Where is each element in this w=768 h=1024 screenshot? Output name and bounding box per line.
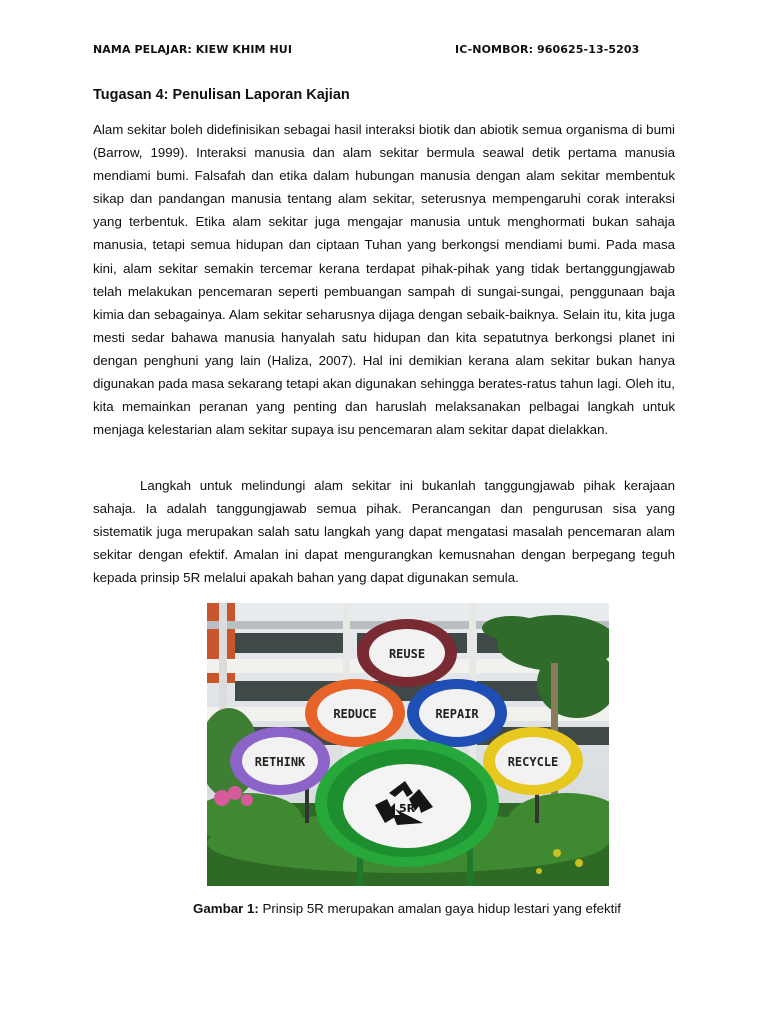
reuse-label: REUSE xyxy=(388,647,426,661)
figure-caption xyxy=(0,901,768,916)
student-name: NAMA PELAJAR: KIEW KHIM HUI xyxy=(93,43,293,56)
center-5r-label: 5R xyxy=(398,802,416,815)
sign-reuse xyxy=(357,619,457,687)
figure-5r-photo xyxy=(207,603,609,886)
rethink-label: RETHINK xyxy=(254,755,306,769)
photo-illustration xyxy=(207,603,609,886)
sign-recycle xyxy=(483,727,583,795)
sign-reduce xyxy=(305,679,405,747)
sign-repair xyxy=(407,679,507,747)
ic-number: IC-NOMBOR: 960625-13-5203 xyxy=(455,43,640,56)
reduce-label: REDUCE xyxy=(333,707,377,721)
document-title: Tugasan 4: Penulisan Laporan Kajian xyxy=(93,87,350,103)
recycle-label: RECYCLE xyxy=(507,755,559,769)
sign-rethink xyxy=(230,727,330,795)
caption-text: Prinsip 5R merupakan amalan gaya hidup lestari yang efektif xyxy=(258,901,621,916)
paragraph-1: Alam sekitar boleh didefinisikan sebagai hasil interaksi biotik dan abiotik semua organisma di bumi (Barrow, 1999). Interaksi manusia dan alam sekitar bermula seawal detik pertama manusia mendiami bumi. Falsafah dan etika dalam hubungan manusia dengan alam sekitar membentuk sikap dan pandangan manusia tentang alam sekitar, seterusnya mempengaruhi corak interaksi yang terbentuk. Etika alam sekitar juga mengajar manusia untuk menghormati bukan sahaja manusia, tetapi semua hidupan dan ciptaan Tuhan yang berkongsi mendiami bumi. Pada masa kini, alam sekitar semakin tercemar kerana terdapat pihak-pihak yang tidak bertanggungjawab telah melakukan pencemaran seperti pembuangan sampah di sungai-sungai, penggunaan baja kimia dan sebagainya. Alam sekitar seharusnya dijaga dengan sebaik-baiknya. Selain itu, kita juga mesti sedar bahawa manusia hanyalah satu hidupan dan kita sepatutnya berkongsi planet ini dengan penghuni yang lain (Haliza, 2007). Hal ini demikian kerana alam sekitar bukan hanya digunakan pada masa sekarang tetapi akan digunakan sehingga berates-ratus tahun lagi. Oleh itu, kita memainkan peranan yang penting dan haruslah melaksanakan pelbagai langkah untuk menjaga kelestarian alam sekitar supaya isu pencemaran alam sekitar dapat dielakkan. xyxy=(93,122,675,438)
paragraph-2: Langkah untuk melindungi alam sekitar ini bukanlah tanggungjawab pihak kerajaan sahaja. Ia adalah tanggungjawab semua pihak. Perancangan dan pengurusan sisa yang sistematik juga merupakan salah satu langkah yang dapat mengatasi masalah pencemaran alam sekitar dengan efektif. Amalan ini dapat mengurangkan kemusnahan dengan berpegang teguh kepada prinsip 5R melalui apakah bahan yang dapat digunakan semula. xyxy=(93,478,675,586)
caption-label: Gambar 1: xyxy=(193,901,259,916)
repair-label: REPAIR xyxy=(435,707,479,721)
sign-5r-center xyxy=(315,739,499,867)
